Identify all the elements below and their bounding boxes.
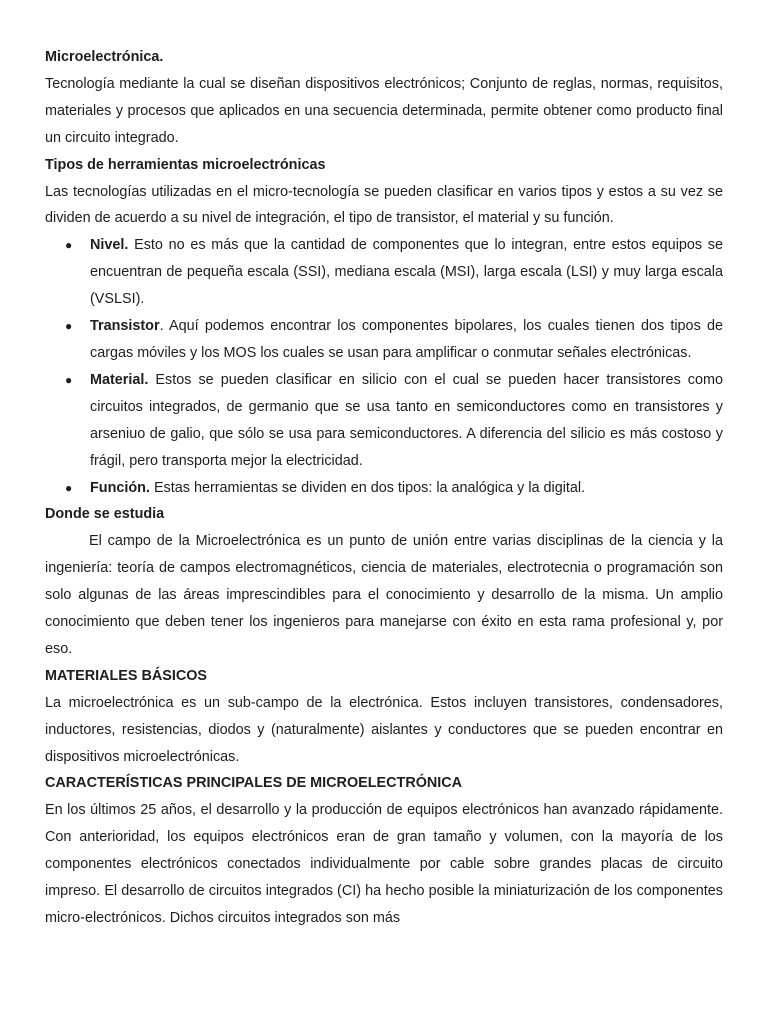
paragraph-materiales-basicos: La microelectrónica es un sub-campo de la electrónica. Estos incluyen transistores, condensadores, inductores, resistencias, diodos y (naturalmente) aislantes y conductores que se pueden encontrar en dispositivos microelectrónicas.	[45, 694, 723, 765]
document-body	[45, 44, 723, 932]
heading-caracteristicas: CARACTERÍSTICAS PRINCIPALES DE MICROELECTRÓNICA	[45, 775, 463, 792]
bullet-item-nivel	[45, 232, 723, 313]
bullet-icon: ●	[65, 238, 73, 253]
heading-microelectronica: Microelectrónica.	[45, 49, 164, 65]
bullet-item-transistor	[45, 313, 723, 367]
paragraph-tipos: Las tecnologías utilizadas en el micro-tecnología se pueden clasificar en varios tipos y estos a su vez se dividen de acuerdo a su nivel de integración, el tipo de transistor, el material y su función.	[45, 183, 723, 227]
bullet-list-tipos	[45, 232, 723, 501]
bullet-item-funcion	[45, 475, 723, 502]
heading-materiales-basicos: MATERIALES BÁSICOS	[45, 667, 208, 684]
bullet-text: . Aquí podemos encontrar los componentes bipolares, los cuales tienen dos tipos de cargas móviles y los MOS los cuales se usan para amplificar o conmutar señales electrónicas.	[90, 318, 723, 361]
bullet-term: Material.	[90, 371, 149, 388]
bullet-text: Estas herramientas se dividen en dos tipos: la analógica y la digital.	[149, 479, 586, 496]
paragraph-donde-se-estudia: El campo de la Microelectrónica es un punto de unión entre varias disciplinas de la ciencia y la ingeniería: teoría de campos electromagnéticos, ciencia de materiales, electrotecnia o programación son solo algunas de las áreas imprescindibles para el conocimiento y desarrollo de la misma. Un amplio conocimiento que deben tener los ingenieros para manejarse con éxito en esta rama profesional y, por eso.	[45, 533, 723, 657]
bullet-term: Nivel.	[90, 237, 129, 254]
bullet-icon: ●	[65, 319, 73, 334]
paragraph-definition: Tecnología mediante la cual se diseñan dispositivos electrónicos; Conjunto de reglas, normas, requisitos, materiales y procesos que aplicados en una secuencia determinada, permite obtener como producto final un circuito integrado.	[45, 75, 723, 146]
bullet-text: Estos se pueden clasificar en silicio con el cual se pueden hacer transistores como circuitos integrados, de germanio que se usa tanto en semiconductores como en transistores y arseniuo de galio, que sólo se usa para semiconductores. A diferencia del silicio es más costoso y frágil, pero transporta mejor la electricidad.	[90, 371, 723, 469]
paragraph-caracteristicas: En los últimos 25 años, el desarrollo y la producción de equipos electrónicos han avanzado rápidamente. Con anterioridad, los equipos electrónicos eran de gran tamaño y volumen, con la mayoría de los componentes electrónicos conectados individualmente por cable sobre grandes placas de circuito impreso. El desarrollo de circuitos integrados (CI) ha hecho posible la miniaturización de los componentes micro-electrónicos. Dichos circuitos integrados son más	[45, 802, 723, 926]
bullet-icon: ●	[65, 480, 73, 495]
heading-tipos-herramientas: Tipos de herramientas microelectrónicas	[45, 156, 326, 173]
bullet-text: Esto no es más que la cantidad de componentes que lo integran, entre estos equipos se encuentran de pequeña escala (SSI), mediana escala (MSI), larga escala (LSI) y muy larga escala (VSLSI).	[90, 237, 723, 308]
bullet-term: Función.	[90, 479, 150, 496]
bullet-icon: ●	[65, 372, 73, 387]
bullet-term: Transistor	[90, 318, 160, 335]
bullet-item-material	[45, 367, 723, 475]
heading-donde-se-estudia: Donde se estudia	[45, 506, 165, 523]
